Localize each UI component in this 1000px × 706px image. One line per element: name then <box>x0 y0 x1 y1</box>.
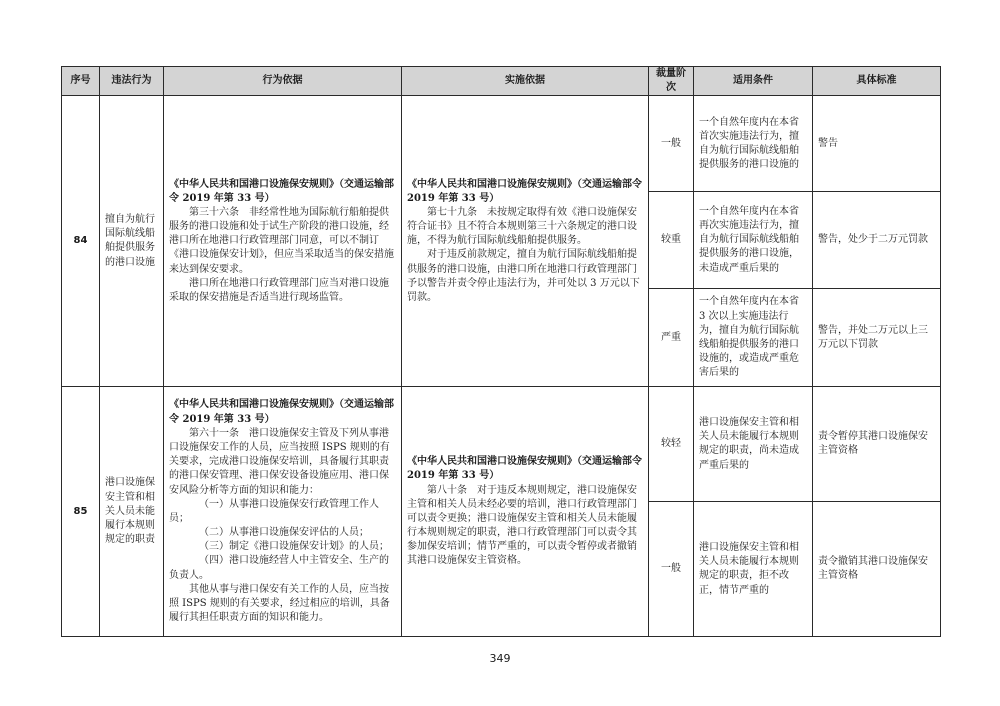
header-enforce: 实施依据 <box>402 67 649 96</box>
row-condition: 一个自然年度内在本省首次实施违法行为，擅自为航行国际航线船舶提供服务的港口设施的 <box>694 96 813 192</box>
table-row <box>62 96 941 192</box>
row-condition: 一个自然年度内在本省再次实施违法行为，擅自为航行国际航线船舶提供服务的港口设施，未造成严重后果的 <box>694 192 813 289</box>
basis-list-item: （三）制定《港口设施保安计划》的人员； <box>199 541 389 553</box>
row-standard: 责令撤销其港口设施保安主管资格 <box>813 502 941 637</box>
row-condition: 港口设施保安主管和相关人员未能履行本规则规定的职责，尚未造成严重后果的 <box>694 387 813 502</box>
header-violation: 违法行为 <box>100 67 164 96</box>
row-seq: 84 <box>62 96 100 387</box>
row-standard: 警告，处少于二万元罚款 <box>813 192 941 289</box>
basis-list-item: （一）从事港口设施保安行政管理工作人员； <box>169 498 379 524</box>
header-standard: 具体标准 <box>813 67 941 96</box>
basis-paragraph: 港口所在地港口行政管理部门应当对港口设施采取的保安措施是否适当进行现场监管。 <box>169 277 389 304</box>
header-condition: 适用条件 <box>694 67 813 96</box>
discretion-table <box>61 66 941 637</box>
row-condition: 港口设施保安主管和相关人员未能履行本规则规定的职责，拒不改正，情节严重的 <box>694 502 813 637</box>
row-basis <box>164 96 402 387</box>
page-number: 349 <box>489 652 511 665</box>
row-condition: 一个自然年度内在本省 3 次以上实施违法行为，擅自为航行国际航线船舶提供服务的港口设施的，或造成严重危害后果的 <box>694 289 813 387</box>
enforce-law-title: 《中华人民共和国港口设施保安规则》（交通运输部令 2019 年第 33 号） <box>407 456 642 482</box>
basis-list-item: （二）从事港口设施保安评估的人员； <box>199 527 369 539</box>
row-enforce <box>402 387 649 637</box>
basis-list-item: （四）港口设施经营人中主管安全、生产的负责人。 <box>169 555 389 581</box>
basis-paragraph: 第三十六条 非经常性地为国际航行船舶提供服务的港口设施和处于试生产阶段的港口设施，经港口所在地港口行政管理部门同意，可以不制订《港口设施保安计划》，但应当采取适当的保安措施来达到保安要求。 <box>169 206 394 275</box>
enforce-paragraph: 第七十九条 未按规定取得有效《港口设施保安符合证书》且不符合本规则第三十六条规定的港口设施，不得为航行国际航线船舶提供服务。 <box>407 206 637 247</box>
row-level: 较重 <box>649 192 694 289</box>
row-violation: 港口设施保安主管和相关人员未能履行本规则规定的职责 <box>100 387 164 637</box>
enforce-law-title: 《中华人民共和国港口设施保安规则》（交通运输部令 2019 年第 33 号） <box>407 178 642 204</box>
row-standard: 责令暂停其港口设施保安主管资格 <box>813 387 941 502</box>
basis-paragraph: 其他从事与港口保安有关工作的人员，应当按照 ISPS 规则的有关要求，经过相应的培训，具备履行其担任职责方面的知识和能力。 <box>169 583 390 624</box>
enforce-paragraph: 第八十条 对于违反本规则规定，港口设施保安主管和相关人员未经必要的培训，港口行政管理部门可以责令更换；港口设施保安主管和相关人员未能履行本规则规定的职责，港口行政管理部门可以责令其参加保安培训；情节严重的，可以责令暂停或者撤销其港口设施保安主管资格。 <box>407 484 637 567</box>
row-enforce <box>402 96 649 387</box>
row-violation: 擅自为航行国际航线船舶提供服务的港口设施 <box>100 96 164 387</box>
row-level: 较轻 <box>649 387 694 502</box>
header-level: 裁量阶次 <box>649 67 694 96</box>
row-standard: 警告，并处二万元以上三万元以下罚款 <box>813 289 941 387</box>
row-level: 一般 <box>649 502 694 637</box>
row-level: 严重 <box>649 289 694 387</box>
header-basis: 行为依据 <box>164 67 402 96</box>
row-basis <box>164 387 402 637</box>
enforce-paragraph: 对于违反前款规定，擅自为航行国际航线船舶提供服务的港口设施，由港口所在地港口行政管理部门予以警告并责令停止违法行为，并可处以 3 万元以下罚款。 <box>407 249 640 304</box>
row-standard: 警告 <box>813 96 941 192</box>
row-level: 一般 <box>649 96 694 192</box>
table-row <box>62 387 941 502</box>
basis-law-title: 《中华人民共和国港口设施保安规则》（交通运输部令 2019 年第 33 号） <box>169 178 394 204</box>
basis-law-title: 《中华人民共和国港口设施保安规则》（交通运输部令 2019 年第 33 号） <box>169 399 394 425</box>
row-seq: 85 <box>62 387 100 637</box>
header-seq: 序号 <box>62 67 100 96</box>
table-header-row <box>62 67 941 96</box>
basis-paragraph: 第六十一条 港口设施保安主管及下列从事港口设施保安工作的人员，应当按照 ISPS 规则的有关要求，完成港口设施保安培训，具备履行其职责的港口保安管理、港口保安设备设施应用、港口保安风险分析等方面的知识和能力： <box>169 427 390 496</box>
